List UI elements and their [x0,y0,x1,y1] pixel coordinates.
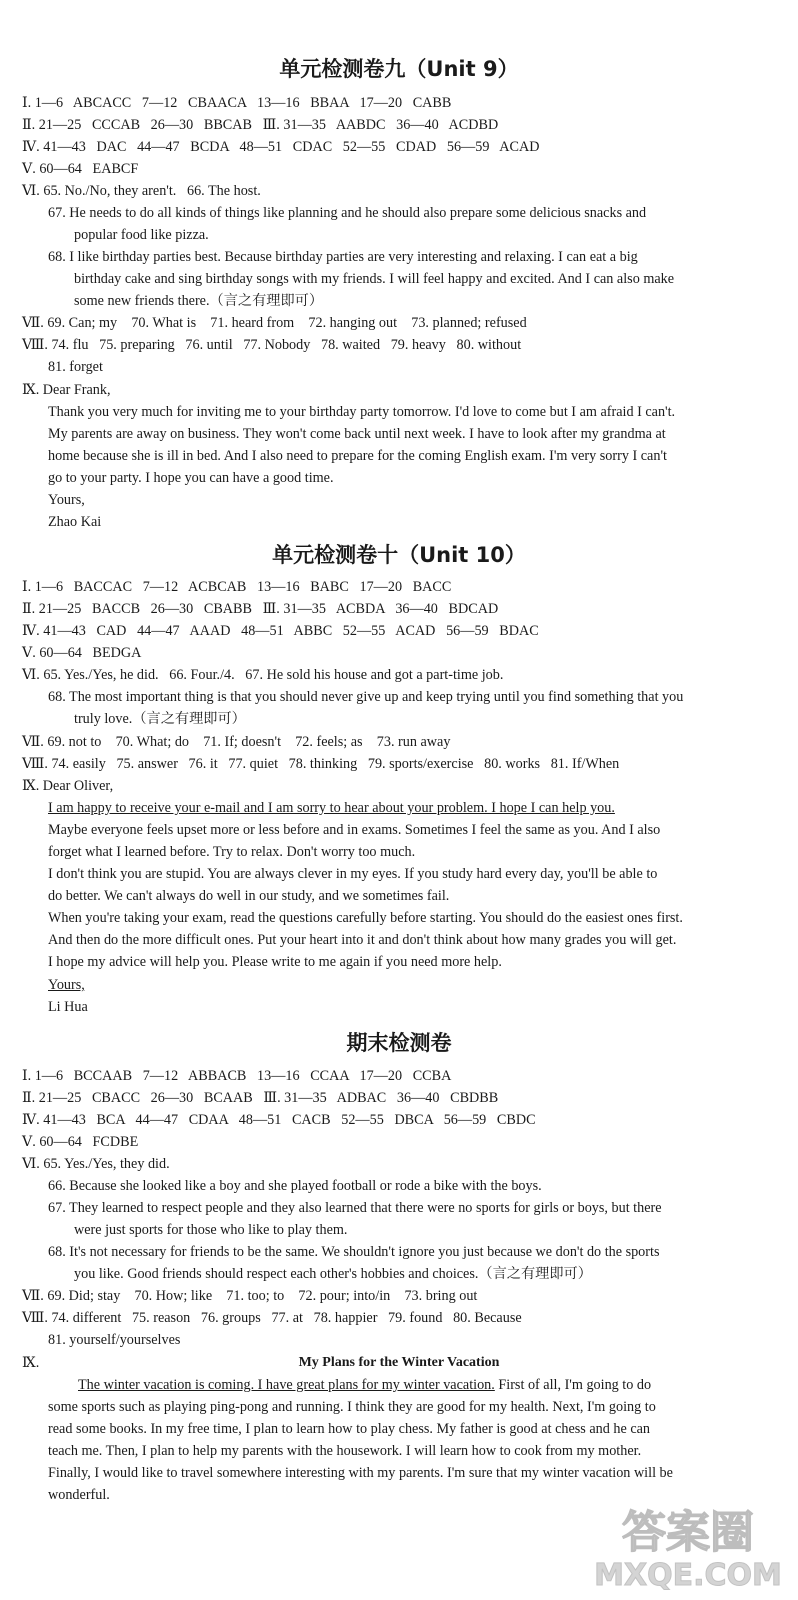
final-part2: Ⅱ. 21—25 CBACC 26—30 BCAAB Ⅲ. 31—35 ADBAC 36—40 CBDBB [22,1090,499,1106]
unit9-part2: Ⅱ. 21—25 CCCAB 26—30 BBCAB Ⅲ. 31—35 AABDC 36—40 ACDBD [22,117,499,133]
unit9-letter-closing: Yours, [48,492,85,508]
unit10-letter-line7: And then do the more difficult ones. Put your heart into it and don't think about how many grades you will get. [48,932,677,948]
unit10-title: 单元检测卷十（Unit 10） [272,543,526,567]
final-q66: 66. Because she looked like a boy and she played football or rode a bike with the boys. [48,1178,542,1194]
unit9-q67-line2: popular food like pizza. [74,227,209,243]
final-essay-line4: teach me. Then, I plan to help my parents with the housework. I will learn how to cook from my mother. [48,1443,642,1459]
unit9-part4: Ⅳ. 41—43 DAC 44—47 BCDA 48—51 CDAC 52—55 CDAD 56—59 ACAD [22,139,540,155]
final-part1: Ⅰ. 1—6 BCCAAB 7—12 ABBACB 13—16 CCAA 17—20 CCBA [22,1068,452,1084]
unit10-letter-line2: Maybe everyone feels upset more or less before and in exams. Sometimes I feel the same as you. And I also [48,822,661,838]
final-essay-line5: Finally, I would like to travel somewhere interesting with my parents. I'm sure that my winter vacation will be [48,1465,673,1481]
unit9-q68-line2: birthday cake and sing birthday songs with my friends. I will feel happy and excited. And I can also make [74,271,675,287]
unit9-part6: Ⅵ. 65. No./No, they aren't. 66. The host. [22,183,261,199]
unit10-letter-line6: When you're taking your exam, read the questions carefully before starting. You should do the easiest ones first. [48,910,683,926]
unit10-part4: Ⅳ. 41—43 CAD 44—47 AAAD 48—51 ABBC 52—55 ACAD 56—59 BDAC [22,623,539,639]
final-part7: Ⅶ. 69. Did; stay 70. How; like 71. too; to 72. pour; into/in 73. bring out [22,1288,478,1304]
unit9-part8: Ⅷ. 74. flu 75. preparing 76. until 77. Nobody 78. waited 79. heavy 80. without [22,337,522,353]
unit10-part7: Ⅶ. 69. not to 70. What; do 71. If; doesn't 72. feels; as 73. run away [22,734,451,750]
unit9-letter-greeting: Ⅸ. Dear Frank, [22,382,111,398]
unit10-letter-closing: Yours, [48,977,85,993]
unit10-letter-opening: I am happy to receive your e-mail and I am sorry to hear about your problem. I hope I can help you. [48,800,615,816]
watermark-en: MXQE.COM [594,1558,782,1593]
unit9-letter-signature: Zhao Kai [48,514,102,530]
unit10-part2: Ⅱ. 21—25 BACCB 26—30 CBABB Ⅲ. 31—35 ACBDA 36—40 BDCAD [22,601,499,617]
unit9-letter-line1: Thank you very much for inviting me to your birthday party tomorrow. I'd love to come but I am afraid I can't. [48,404,676,420]
unit10-q68-line2: truly love.（言之有理即可） [74,711,246,727]
watermark-logo [588,1497,788,1597]
final-essay-opening: The winter vacation is coming. I have great plans for my winter vacation. [78,1377,495,1393]
final-part8: Ⅷ. 74. different 75. reason 76. groups 77. at 78. happier 79. found 80. Because [22,1310,522,1326]
unit9-letter-line2: My parents are away on business. They won't come back until next week. I have to look after my grandma at [48,426,666,442]
final-q68-line1: 68. It's not necessary for friends to be the same. We shouldn't ignore you just because we don't do the sports [48,1244,660,1260]
unit9-title: 单元检测卷九（Unit 9） [279,57,519,81]
unit10-letter-line4: I don't think you are stupid. You are always clever in my eyes. If you study hard every day, you'll be able to [48,866,658,882]
final-part8-cont: 81. yourself/yourselves [48,1332,181,1348]
final-part4: Ⅳ. 41—43 BCA 44—47 CDAA 48—51 CACB 52—55 DBCA 56—59 CBDC [22,1112,536,1128]
unit10-letter-line8: I hope my advice will help you. Please write to me again if you need more help. [48,954,502,970]
unit10-letter-line3: forget what I learned before. Try to relax. Don't worry too much. [48,844,416,860]
final-essay-line1 [78,1376,651,1394]
final-title: 期末检测卷 [346,1031,452,1055]
final-essay-line6: wonderful. [48,1487,110,1503]
final-q67-line1: 67. They learned to respect people and they also learned that there were no sports for girls or boys, but there [48,1200,662,1216]
unit9-letter-line4: go to your party. I hope you can have a good time. [48,470,334,486]
unit9-letter-line3: home because she is ill in bed. And I also need to prepare for the coming English exam. I'm very sorry I can't [48,448,667,464]
unit10-letter-signature: Li Hua [48,999,88,1015]
unit10-part8: Ⅷ. 74. easily 75. answer 76. it 77. quiet 78. thinking 79. sports/exercise 80. works 81. If/When [22,756,620,772]
unit10-part1: Ⅰ. 1—6 BACCAC 7—12 ACBCAB 13—16 BABC 17—20 BACC [22,579,452,595]
unit10-part6: Ⅵ. 65. Yes./Yes, he did. 66. Four./4. 67. He sold his house and got a part-time job. [22,667,504,683]
final-q68-line2: you like. Good friends should respect each other's hobbies and choices.（言之有理即可） [74,1266,592,1282]
unit9-part1: Ⅰ. 1—6 ABCACC 7—12 CBAACA 13—16 BBAA 17—20 CABB [22,95,452,111]
final-q67-line2: were just sports for those who like to play them. [74,1222,348,1238]
final-essay-line1-rest: First of all, I'm going to do [494,1377,652,1393]
unit10-letter-greeting: Ⅸ. Dear Oliver, [22,778,114,794]
unit10-letter-line5: do better. We can't always do well in our study, and we sometimes fail. [48,888,450,904]
watermark-cn: 答案圈 [622,1507,754,1558]
unit9-part5: Ⅴ. 60—64 EABCF [22,161,139,177]
unit9-q67-line1: 67. He needs to do all kinds of things like planning and he should also prepare some delicious snacks and [48,205,647,221]
final-part9-label: Ⅸ. [22,1355,40,1371]
unit10-q68-line1: 68. The most important thing is that you should never give up and keep trying until you find something that you [48,689,684,705]
final-essay-line2: some sports such as playing ping-pong and running. I think they are good for my health. Next, I'm going to [48,1399,656,1415]
unit9-part7: Ⅶ. 69. Can; my 70. What is 71. heard from 72. hanging out 73. planned; refused [22,315,527,331]
unit9-q68-line1: 68. I like birthday parties best. Because birthday parties are very interesting and relaxing. I can eat a big [48,249,638,265]
final-essay-title: My Plans for the Winter Vacation [298,1355,500,1370]
unit9-part8-cont: 81. forget [48,359,103,375]
final-part6: Ⅵ. 65. Yes./Yes, they did. [22,1156,170,1172]
final-part5: Ⅴ. 60—64 FCDBE [22,1134,139,1150]
final-essay-line3: read some books. In my free time, I plan to learn how to play chess. My father is good at chess and he can [48,1421,651,1437]
unit10-part5: Ⅴ. 60—64 BEDGA [22,645,142,661]
unit9-q68-line3: some new friends there.（言之有理即可） [74,293,324,309]
